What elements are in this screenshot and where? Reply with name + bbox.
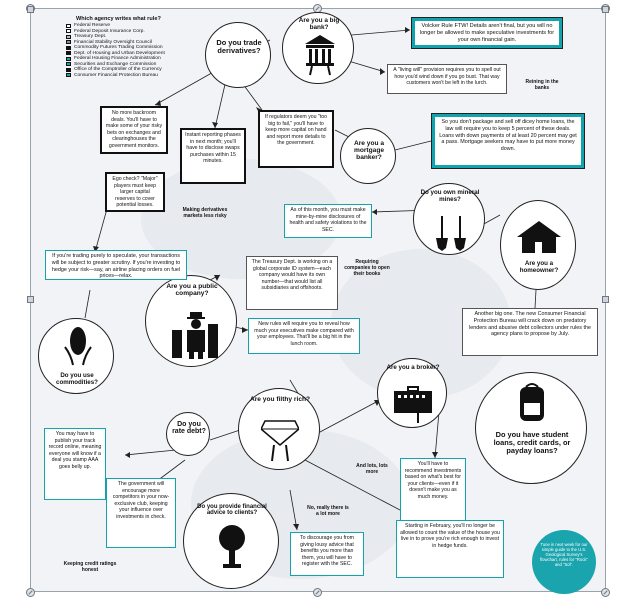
question-homeowner[interactable] [500, 200, 576, 290]
legend-label: Securities and Exchange Commission [74, 61, 157, 67]
legend-label: Consumer Financial Protection Bureau [74, 72, 158, 78]
a-lot-more-label: No, really there is a lot more [307, 505, 349, 517]
legend-label: Office of the Comptroller of the Currency [74, 67, 162, 73]
instant-reporting-box: Instant reporting phases in next month; you'll have to disclose swaps purchases within 15 minutes. [180, 128, 246, 184]
credit-ratings-label: Keeping credit ratings honest [63, 561, 117, 573]
legend-label: Dept. of Housing and Urban Development [74, 50, 165, 56]
legend-label: Federal Reserve [74, 23, 111, 29]
question-mineral-mines[interactable] [413, 183, 485, 255]
legend-label: Treasury Dept. [74, 34, 107, 40]
house-icon [515, 219, 563, 255]
question-mortgage[interactable] [340, 128, 396, 184]
question-derivatives-text: Do you trade derivatives? [216, 38, 262, 55]
legend-swatch [66, 35, 71, 39]
backroom-deals-box: No more backroom deals. You'll have to make some of your risky bets on exchanges and clearinghouses the government monitors. [100, 106, 168, 154]
legend-swatch [66, 68, 71, 72]
question-big-bank-text: Are you a big bank? [298, 17, 340, 31]
reining-in-banks-label: Reining in the banks [525, 79, 559, 91]
hedge-fund-box: Starting in February, you'll no longer be allowed to count the value of the house you live in to prove you're rich enough to invest in hedge funds. [396, 520, 504, 578]
money-tree-icon [214, 524, 250, 570]
question-broker[interactable] [377, 358, 447, 428]
legend-label: Federal Deposit Insurance Corp. [74, 28, 145, 34]
legend-swatch [66, 51, 71, 55]
speculate-box: If you're trading purely to speculate, your transactions will be subject to greater scrutiny. If you're investing to hedge your risk—say, an airline placing orders on fuel prices—relax. [45, 250, 187, 280]
question-filthy-rich-text: Are you filthy rich? [249, 396, 311, 403]
legend-swatch [66, 46, 71, 50]
question-rate-debt[interactable] [166, 412, 210, 456]
backpack-icon [510, 381, 554, 425]
legend-swatch [66, 29, 71, 33]
question-financial-advice-text: Do you provide financial advice to clients? [197, 504, 267, 517]
question-commodities-text: Do you use commodities? [56, 372, 98, 386]
question-derivatives[interactable] [205, 22, 271, 88]
financial-advisers-box: To discourage you from giving lousy advice that benefits you more than them, you will have to register with the SEC. [290, 532, 364, 576]
question-rate-debt-text: Do you rate debt? [172, 421, 206, 436]
question-financial-advice[interactable] [183, 493, 279, 589]
executive-pay-box: New rules will require you to reveal how much your executives make compared with your employees. That'll be a big hit in the lunch room. [248, 318, 360, 354]
diamond-person-icon [261, 417, 299, 463]
question-public-company-text: Are you a public company? [166, 283, 218, 297]
competitors-box: The government will encourage more competitors in your now-exclusive club, keeping your influence over investments in check. [106, 478, 176, 548]
and-lots-label: And lots, lots more [356, 463, 388, 475]
businessman-city-icon [170, 310, 220, 360]
promo-badge: Tune in next week for our simple guide to the U.S. Geological Survey's flowchart, rules for "Rock" and "Sol". [532, 530, 596, 594]
question-homeowner-text: Are you a homeowner? [519, 260, 559, 274]
mine-safety-box: As of this month, you must make mine-by-mine disclosures of health and safety violations to the SEC. [284, 204, 372, 238]
legend-swatch [66, 24, 71, 28]
bank-building-icon [303, 33, 337, 77]
question-mineral-mines-text: Do you own mineral mines? [420, 189, 480, 203]
companies-books-label: Requiring companies to open their books [344, 259, 390, 277]
brokers-advice-box: You'll have to recommend investments based on what's best for your clients—even if it doesn't make you as much money. [400, 458, 466, 524]
derivatives-risky-label: Making derivatives markets less risky [182, 207, 228, 219]
question-student-loans[interactable] [475, 372, 587, 484]
question-filthy-rich[interactable] [238, 388, 320, 470]
legend-title: Which agency writes what rule? [76, 16, 161, 22]
track-record-box: You may have to publish your track record online, meaning everyone will know if a deal you stamp AAA goes belly up. [44, 428, 106, 500]
question-public-company[interactable] [145, 275, 237, 367]
cfpb-box: Another big one. The new Consumer Financial Protection Bureau will crack down on predatory lenders and abusive debt collectors under rules the agency plans to propose by July. [462, 308, 598, 356]
briefcase-icon [392, 385, 434, 425]
living-will-box: A "living will" provision requires you to spell out how you'd wind down if you go bust. That way customers won't be left in the lurch. [387, 64, 507, 94]
legend-label: Financial Stability Oversight Council [74, 39, 153, 45]
question-broker-text: Are you a broker? [386, 364, 440, 371]
question-mortgage-text: Are you a mortgage banker? [353, 140, 385, 161]
legend-swatch [66, 62, 71, 66]
volcker-rule-box: Volcker Rule FTW! Details aren't final, but you will no longer be allowed to make speculative investments for your own financial gain. [412, 18, 562, 48]
legend-label: Commodity Futures Trading Commission [74, 45, 163, 51]
corn-icon [61, 325, 95, 369]
legend-swatch [66, 40, 71, 44]
legend-swatch [66, 57, 71, 61]
question-big-bank[interactable] [282, 12, 354, 84]
shovel-icon [432, 214, 470, 252]
question-commodities[interactable] [38, 318, 114, 394]
legend-label: Federal Housing Finance Administration [74, 56, 161, 62]
legend-swatch [66, 73, 71, 77]
treasury-id-box: The Treasury Dept. is working on a global corporate ID system—each company would have its own number—that would list all subsidiaries and offshoots. [246, 256, 338, 310]
too-big-to-fail-box: If regulators deem you "too big to fail," you'll have to keep more capital on hand and report more details to the government. [258, 110, 334, 168]
question-student-loans-text: Do you have student loans, credit cards, or payday loans? [493, 430, 571, 455]
ego-check-box: Ego check? "Major" players must keep larger capital reserves to cover potential losses. [105, 172, 165, 212]
down-payment-box: So you don't package and sell off dicey home loans, the law will require you to keep 5 percent of these deals. Loans with down payments of at least 20 percent may get a pass. Mortgage seekers may have to put more money down. [432, 114, 584, 168]
